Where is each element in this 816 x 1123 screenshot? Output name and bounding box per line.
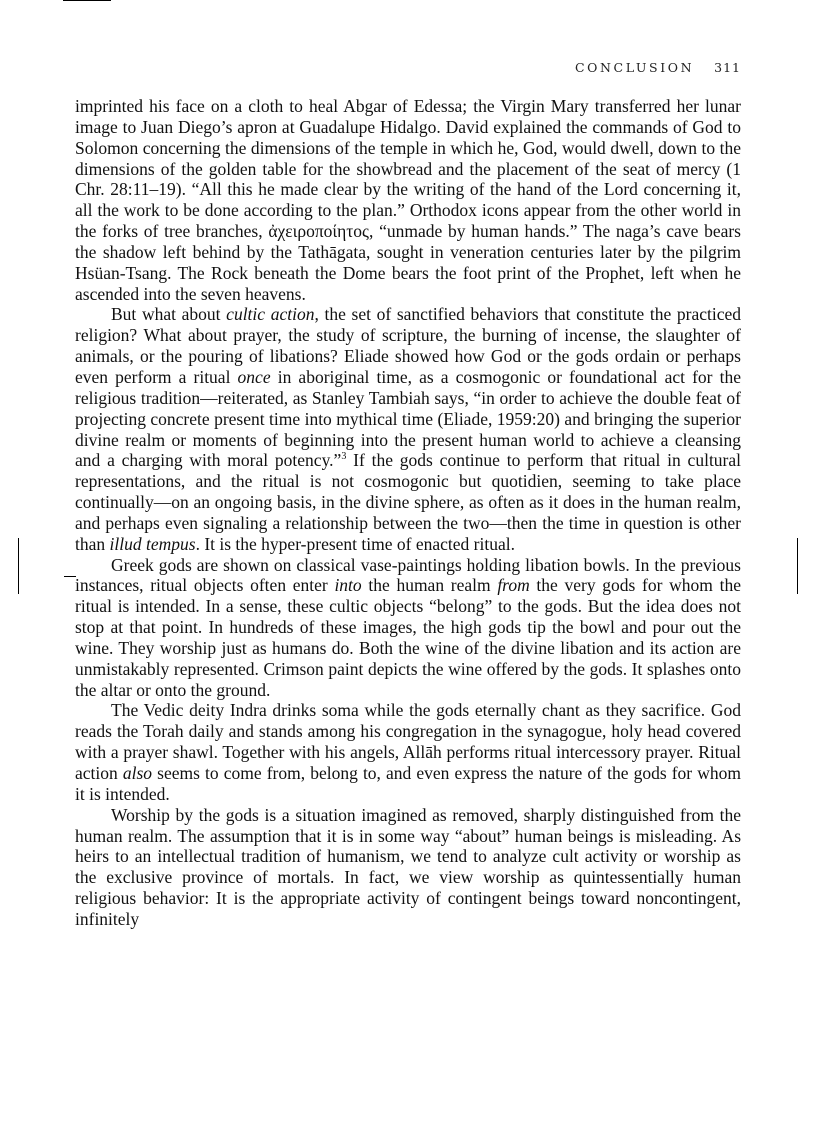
running-header [75, 60, 741, 75]
running-title: CONCLUSION [574, 60, 695, 75]
italic-text: illud tempus [109, 533, 196, 554]
text-run: the very gods for whom the ritual is intended. In a sense, these cultic objects “belong” to the gods. But the idea does not stop at that point. In hundreds of these images, the high gods tip the bowl and pour out the wine. They worship just as humans do. Both the wine of the divine libation and its action are unmistakably represented. Crimson paint depicts the wine offered by the gods. It splashes onto the altar or onto the ground. [75, 575, 741, 700]
crop-mark-right [797, 538, 798, 594]
text-run: , the set of sanctified behaviors that constitute the practiced religion? What about prayer, the study of scripture, the burning of incense, the slaughter of animals, or the pouring of libations? Eliade showed how God or the gods ordain or perhaps even perform a ritual [75, 304, 741, 387]
text-run: But what about [111, 304, 227, 325]
text-run: in aboriginal time, as a cosmogonic or foundational act for the religious tradition—reiterated, as Stanley Tambiah says, “in order to achieve the double feat of projecting concrete present time into mythical time (Eliade, 1959:20) and bringing the superior divine realm or moments of beginning into the present human world to achieve a cleansing and a charging with moral potency.” [75, 366, 741, 471]
italic-text: once [237, 366, 271, 387]
crop-mark-left [18, 538, 19, 594]
footnote-marker: 3 [341, 451, 347, 463]
italic-text: also [122, 763, 153, 783]
paragraph [75, 700, 741, 804]
paragraph [75, 555, 741, 701]
text-run: imprinted his face on a cloth to heal Abgar of Edessa; the Virgin Mary transferred her lunar image to Juan Diego’s apron at Guadalupe Hidalgo. David explained the commands of God to Solomon concerning the dimensions of the temple in which he, God, would dwell, down to the dimensions of the golden table for the showbread and the placement of the seat of mercy (1 Chr. 28:11–19). “All this he made clear by the writing of the hand of the Lord concerning it, all the work to be done according to the plan.” Orthodox icons appear from the other world in the forks of tree branches, ἀχειροποίητος, “unmade by human hands.” The naga’s cave bears the shadow left behind by the Tathāgata, sought in veneration centuries later by the pilgrim Hsüan-Tsang. The Rock beneath the Dome bears the foot print of the Prophet, left when he ascended into the seven heavens. [75, 96, 741, 304]
crop-mark-top [63, 0, 111, 1]
paragraph [75, 96, 741, 304]
text-run: Worship by the gods is a situation imagined as removed, sharply distinguished from the human realm. The assumption that it is in some way “about” human beings is misleading. As heirs to an intellectual tradition of humanism, we tend to analyze cult activity or worship as the exclusive province of mortals. In fact, we view worship as quintessentially human religious behavior: It is the appropriate activity of contingent beings toward noncontingent, infinitely [75, 804, 741, 929]
text-run: Greek gods are shown on classical vase-paintings holding libation bowls. In the previous instances, ritual objects often enter [75, 554, 741, 596]
italic-text: into [334, 575, 362, 596]
page-number: 311 [714, 60, 741, 75]
text-run: If the gods continue to perform that ritual in cultural representations, and the ritual is not cosmogonic but quotidien, seeming to take place continually—on an ongoing basis, in the divine sphere, as often as it does in the human realm, and perhaps even signaling a relationship between the two—then the time in question is other than [75, 450, 742, 554]
text-run: The Vedic deity Indra drinks soma while the gods eternally chant as they sacrifice. God reads the Torah daily and stands among his congregation in the synagogue, holy head covered with a prayer shawl. Together with his angels, Allāh performs ritual intercessory prayer. Ritual action [75, 700, 741, 783]
italic-text: cultic action [226, 304, 315, 325]
italic-text: from [497, 575, 530, 596]
text-run: . It is the hyper-present time of enacted ritual. [195, 533, 515, 554]
paragraph [75, 304, 741, 554]
text-run: seems to come from, belong to, and even express the nature of the gods for whom it is intended. [75, 763, 741, 804]
paragraph [75, 805, 741, 930]
text-run: the human realm [361, 575, 498, 596]
body-text [75, 96, 741, 930]
